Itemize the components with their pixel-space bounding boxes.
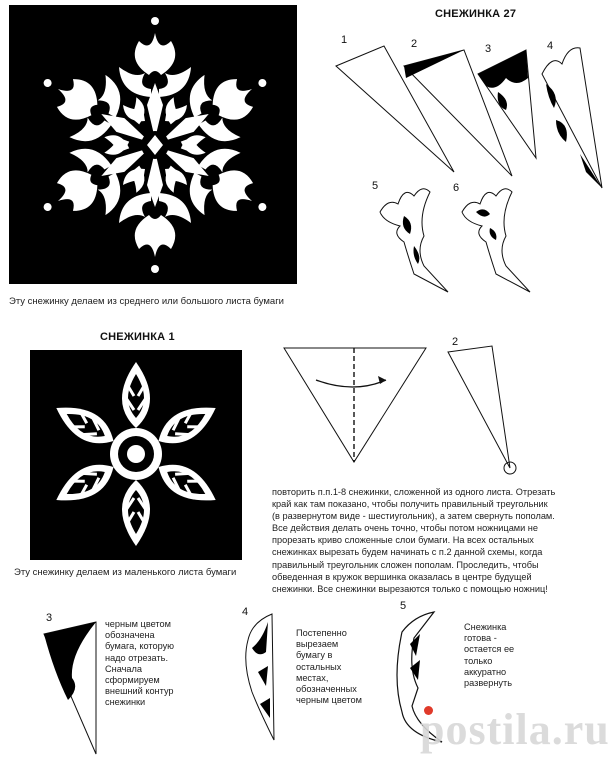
cut-step-5-number: 5	[400, 600, 407, 612]
cut-step-3-diagram	[40, 614, 100, 764]
cut-step-5-note: Снежинка готова - остается ее только аккуратно развернуть	[464, 622, 515, 689]
snowflake-1-image	[30, 350, 242, 560]
step-1-number: 1	[341, 34, 348, 46]
fold-step-2-diagram	[444, 344, 524, 484]
fold-step-2-number: 2	[452, 336, 459, 348]
snowflake-1-title: СНЕЖИНКА 1	[100, 331, 175, 343]
watermark: postila.ru	[420, 705, 610, 754]
step-5-diagram	[374, 176, 454, 296]
snowflake-27-image	[9, 5, 297, 284]
step-2-number: 2	[411, 38, 418, 50]
step-6-number: 6	[453, 182, 460, 194]
step-4-diagram	[540, 44, 610, 184]
snowflake-1-caption: Эту снежинку делаем из маленького листа бумаги	[14, 567, 237, 578]
fold-step-1-diagram	[282, 342, 432, 472]
instructions-text: повторить п.п.1-8 снежинки, сложенной из одного листа. Отрезать край как там показано, чтобы получить правильный треугольник (в развернутом виде - шестиугольник), а затем свернуть пополам. Все действия делать очень точно, чтобы потом ножницами не прорезать криво сложенные слои бумаги. На всех остальных снежинках вырезать будем начинать с п.2 данной схемы, когда правильный треугольник сложен пополам. Проследить, чтобы обведенная в кружок вершинка оказалась в центре будущей снежинки. Все снежинки вырезаются только с помощью ножниц!	[272, 487, 556, 594]
cut-step-4-diagram	[238, 612, 288, 752]
snowflake-27-caption: Эту снежинку делаем из среднего или большого листа бумаги	[9, 296, 284, 307]
snowflake-27-title: СНЕЖИНКА 27	[435, 8, 517, 20]
cut-step-3-note: черным цветом обозначена бумага, которую надо отрезать. Сначала сформируем внешний контур снежинки	[105, 619, 175, 708]
cut-step-4-note: Постепенно вырезаем бумагу в остальных местах, обозначенных черным цветом	[296, 628, 362, 706]
step-3-number: 3	[485, 43, 492, 55]
step-6-diagram	[456, 176, 536, 296]
step-4-number: 4	[547, 40, 554, 52]
step-5-number: 5	[372, 180, 379, 192]
cut-step-4-number: 4	[242, 606, 249, 618]
cut-step-3-number: 3	[46, 612, 53, 624]
